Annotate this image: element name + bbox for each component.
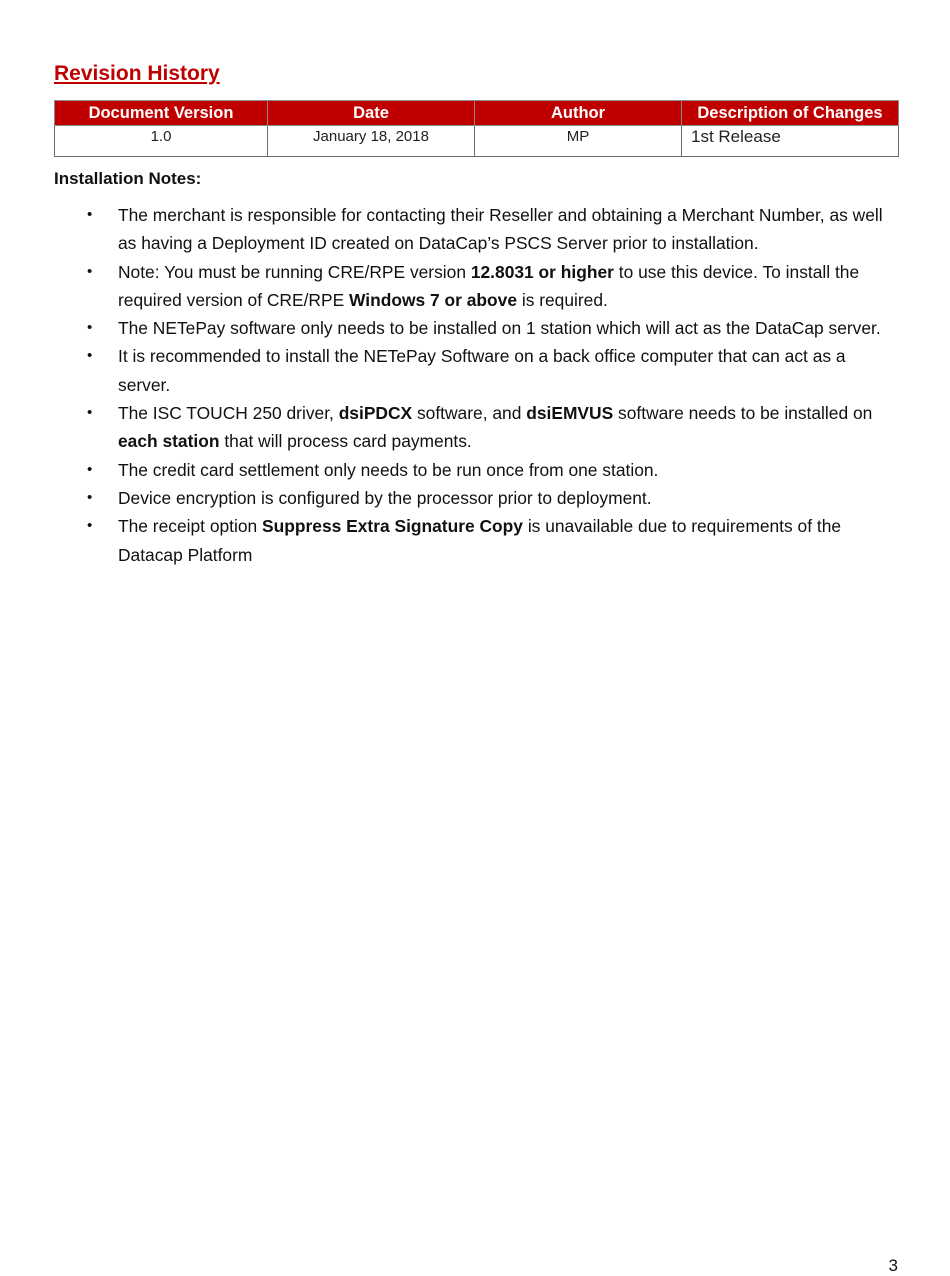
text-segment: is unavailable due to requirements of the Datacap Platform — [118, 516, 842, 565]
column-header-description: Description of Changes — [682, 101, 899, 126]
cell-date: January 18, 2018 — [268, 126, 475, 157]
text-segment: is required. — [517, 289, 608, 310]
text-segment: to use this device. To install the required version of CRE/RPE — [118, 261, 860, 310]
list-item — [54, 456, 898, 484]
bold-text: dsiPDCX — [338, 403, 413, 424]
installation-notes-list — [54, 201, 898, 569]
bold-text: each station — [118, 431, 220, 452]
bullet-icon: • — [87, 460, 93, 478]
bold-text: Suppress Extra Signature Copy — [262, 516, 523, 537]
bold-text: Windows 7 or above — [349, 289, 517, 310]
column-header-version: Document Version — [55, 101, 268, 126]
table-header-row — [55, 101, 899, 126]
cell-author: MP — [475, 126, 682, 157]
list-item — [54, 342, 898, 399]
revision-history-table — [54, 100, 899, 157]
bullet-icon: • — [87, 347, 93, 365]
list-item — [54, 484, 898, 512]
text-segment: It is recommended to install the NETePay Software on a back office computer that can act as a server. — [118, 346, 846, 395]
bullet-icon: • — [87, 517, 93, 535]
column-header-date: Date — [268, 101, 475, 126]
text-segment: The credit card settlement only needs to be run once from one station. — [118, 459, 659, 480]
table-row — [55, 126, 899, 157]
text-segment: The NETePay software only needs to be installed on 1 station which will act as the DataCap server. — [118, 318, 881, 339]
text-segment: Device encryption is configured by the processor prior to deployment. — [118, 487, 652, 508]
installation-notes-heading: Installation Notes: — [54, 169, 202, 188]
list-item — [54, 201, 898, 258]
bullet-icon: • — [87, 488, 93, 506]
bullet-icon: • — [87, 262, 93, 280]
text-segment: Note: You must be running CRE/RPE version — [118, 261, 471, 282]
list-item — [54, 399, 898, 456]
column-header-author: Author — [475, 101, 682, 126]
cell-version: 1.0 — [55, 126, 268, 157]
text-segment: software needs to be installed on — [613, 403, 873, 424]
text-segment: The ISC TOUCH 250 driver, — [118, 403, 339, 424]
bullet-icon: • — [87, 404, 93, 422]
revision-history-title: Revision History — [54, 62, 220, 85]
bullet-icon: • — [87, 319, 93, 337]
text-segment: The receipt option — [118, 516, 263, 537]
text-segment: that will process card payments. — [219, 431, 472, 452]
bold-text: dsiEMVUS — [526, 403, 614, 424]
page-number: 3 — [888, 1256, 898, 1275]
cell-description: 1st Release — [682, 126, 899, 157]
bullet-icon: • — [87, 206, 93, 223]
text-segment: The merchant is responsible for contacting their Reseller and obtaining a Merchant Number, as well as having a Deployment ID created on DataCap’s PSCS Server prior to installation. — [118, 205, 883, 254]
list-item — [54, 512, 898, 569]
list-item — [54, 258, 898, 315]
list-item — [54, 314, 898, 342]
bold-text: 12.8031 or higher — [470, 261, 614, 282]
text-segment: software, and — [412, 403, 527, 424]
